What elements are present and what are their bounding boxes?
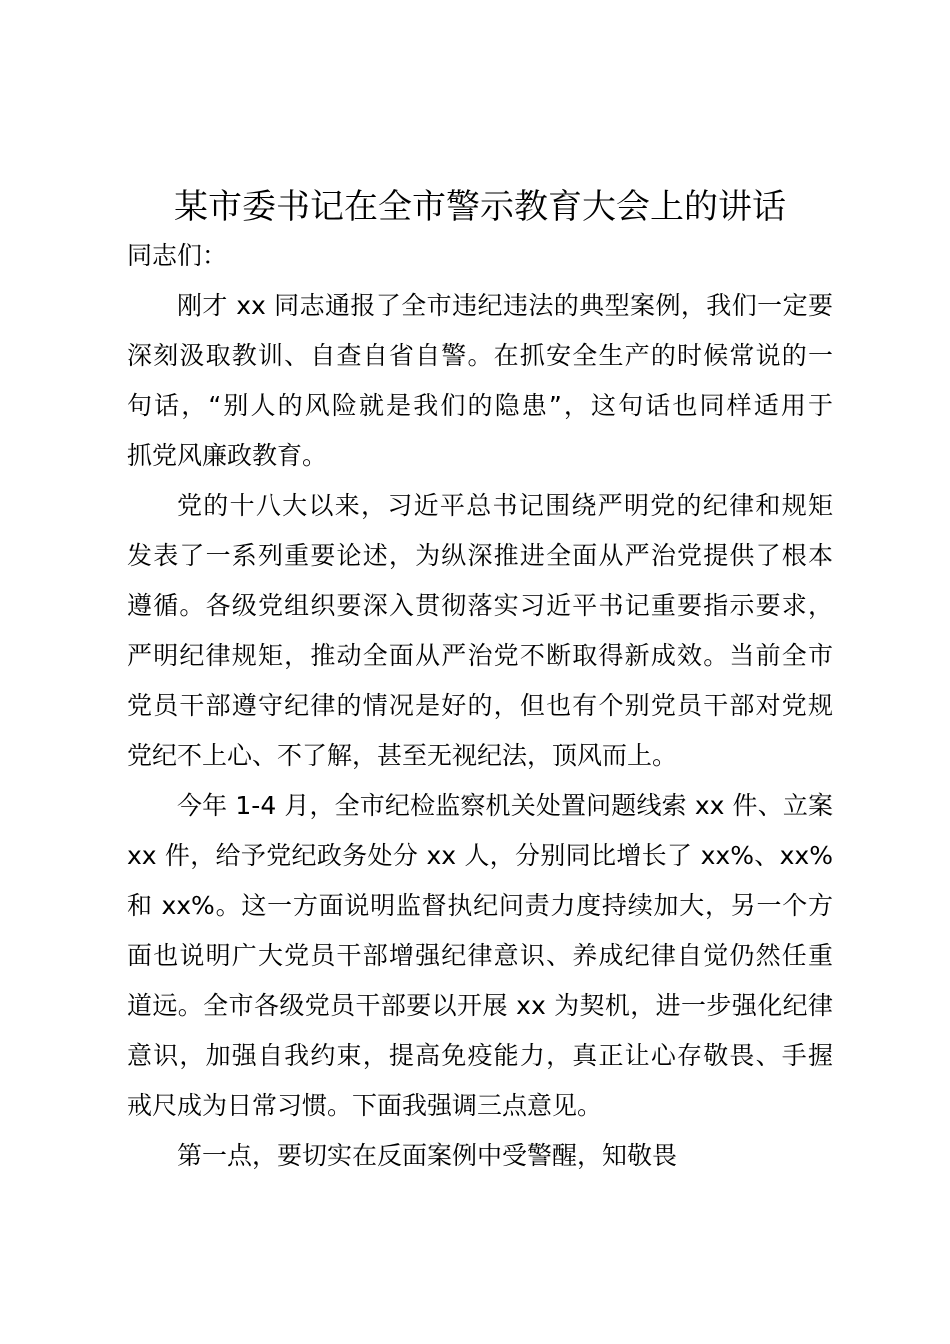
paragraph-3-line-5: 道远。全市各级党员干部要以开展 xx 为契机，进一步强化纪律 (127, 991, 833, 1020)
paragraph-1-line-4: 抓党风廉政教育。 (127, 441, 328, 470)
paragraph-2-line-5: 党员干部遵守纪律的情况是好的，但也有个别党员干部对党规 (127, 691, 833, 720)
paragraph-2-line-4: 严明纪律规矩，推动全面从严治党不断取得新成效。当前全市 (127, 641, 833, 670)
paragraph-3-line-2: xx 件，给予党纪政务处分 xx 人，分别同比增长了 xx%、xx% (127, 841, 833, 870)
salutation: 同志们： (127, 241, 228, 270)
paragraph-3-line-1: 今年 1-4 月，全市纪检监察机关处置问题线索 xx 件、立案 (177, 791, 833, 820)
paragraph-3-line-7: 戒尺成为日常习惯。下面我强调三点意见。 (127, 1091, 603, 1120)
paragraph-3-line-4: 面也说明广大党员干部增强纪律意识、养成纪律自觉仍然任重 (127, 941, 833, 970)
document-title: 某市委书记在全市警示教育大会上的讲话 (174, 187, 786, 227)
paragraph-3-line-3: 和 xx%。这一方面说明监督执纪问责力度持续加大，另一个方 (127, 891, 833, 920)
paragraph-2-line-2: 发表了一系列重要论述，为纵深推进全面从严治党提供了根本 (127, 541, 833, 570)
paragraph-1-line-2: 深刻汲取教训、自查自省自警。在抓安全生产的时候常说的一 (127, 341, 833, 370)
paragraph-2-line-6: 党纪不上心、不了解，甚至无视纪法，顶风而上。 (127, 741, 678, 770)
paragraph-1-line-3: 句话，“别人的风险就是我们的隐患”，这句话也同样适用于 (127, 391, 833, 420)
paragraph-4-line-1: 第一点，要切实在反面案例中受警醒，知敬畏 (177, 1141, 678, 1170)
paragraph-2-line-1: 党的十八大以来，习近平总书记围绕严明党的纪律和规矩 (177, 491, 833, 520)
paragraph-2-line-3: 遵循。各级党组织要深入贯彻落实习近平书记重要指示要求， (127, 591, 833, 620)
paragraph-1-line-1: 刚才 xx 同志通报了全市违纪违法的典型案例，我们一定要 (177, 291, 833, 320)
paragraph-3-line-6: 意识，加强自我约束，提高免疫能力，真正让心存敬畏、手握 (127, 1041, 833, 1070)
